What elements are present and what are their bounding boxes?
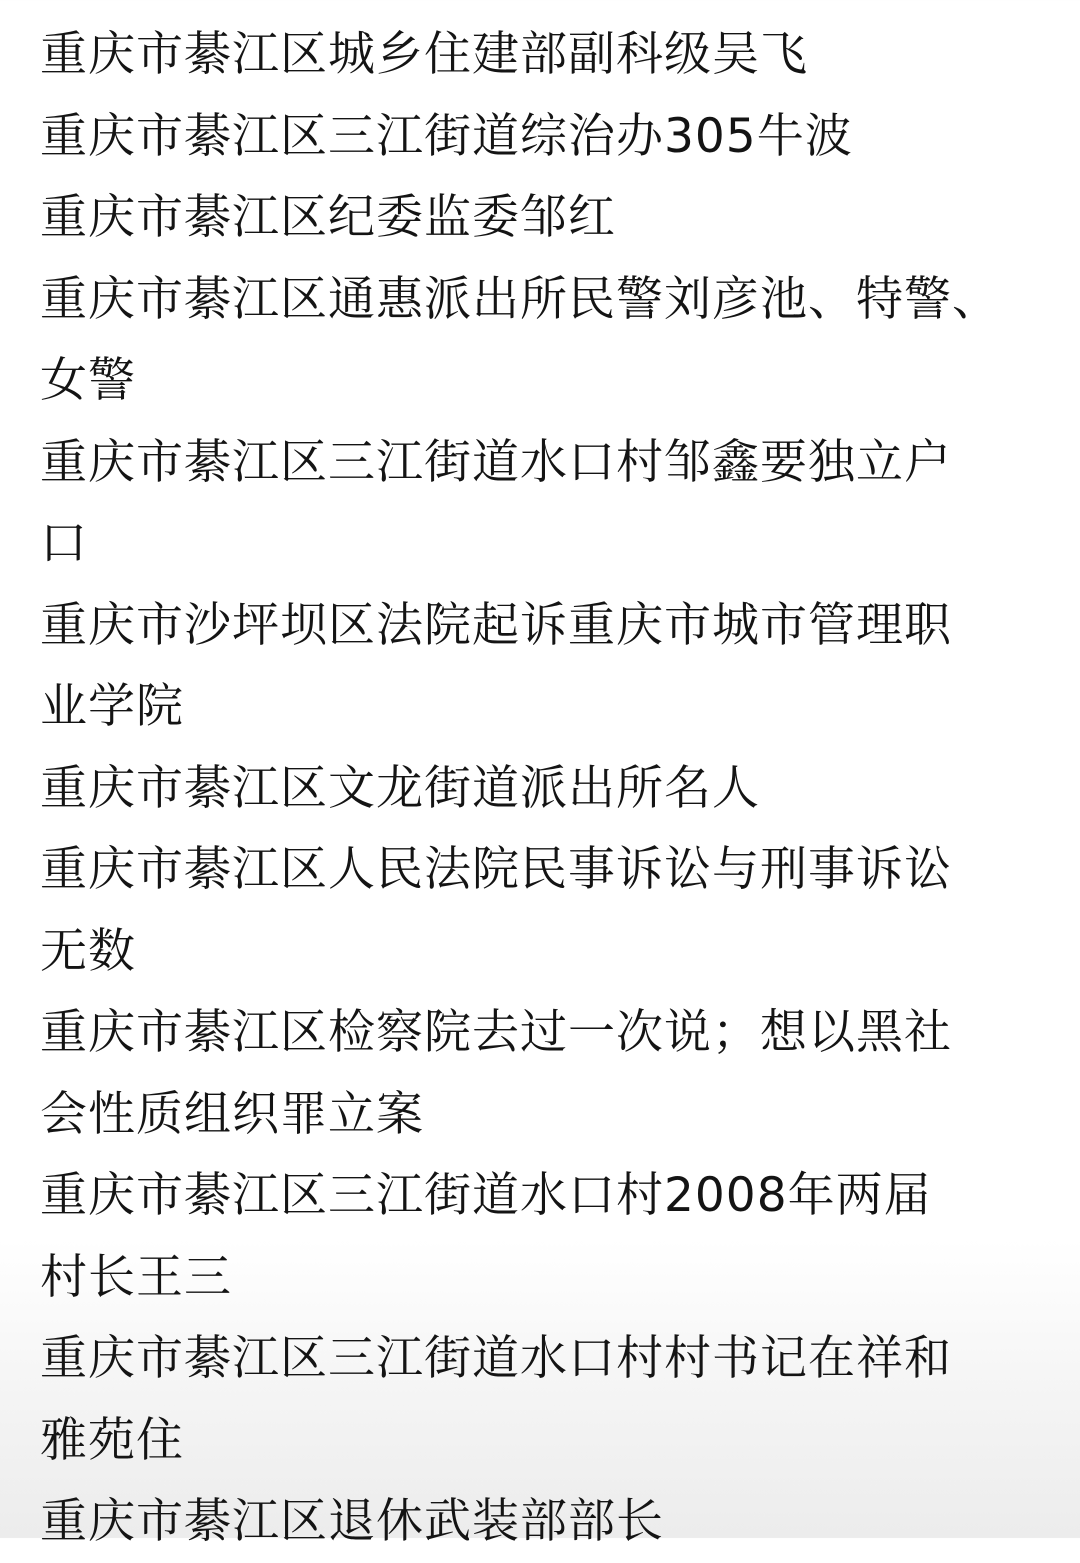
text-line: 重庆市綦江区三江街道综治办305牛波 <box>40 108 853 164</box>
text-line: 重庆市沙坪坝区法院起诉重庆市城市管理职 <box>40 597 952 653</box>
text-line: 口 <box>40 516 88 571</box>
text-line: 重庆市綦江区退休武装部部长 <box>40 1494 664 1549</box>
text-line: 雅苑住 <box>40 1412 184 1468</box>
text-line: 重庆市綦江区三江街道水口村2008年两届 <box>40 1168 932 1223</box>
text-line: 重庆市綦江区城乡住建部副科级吴飞 <box>40 27 808 82</box>
text-line: 重庆市綦江区三江街道水口村邹鑫要独立户 <box>40 434 952 490</box>
text-line: 重庆市綦江区文龙街道派出所名人 <box>40 760 760 816</box>
text-line: 无数 <box>40 923 136 979</box>
text-line: 重庆市綦江区通惠派出所民警刘彦池、特警、 <box>40 271 1000 327</box>
text-line: 女警 <box>40 353 136 408</box>
text-line: 重庆市綦江区纪委监委邹红 <box>40 190 616 245</box>
text-line: 会性质组织罪立案 <box>40 1086 424 1142</box>
text-line: 业学院 <box>40 679 184 734</box>
text-line: 重庆市綦江区三江街道水口村村书记在祥和 <box>40 1331 952 1386</box>
text-line: 重庆市綦江区人民法院民事诉讼与刑事诉讼 <box>40 842 952 897</box>
text-line: 重庆市綦江区检察院去过一次说；想以黑社 <box>40 1005 952 1060</box>
text-line: 村长王三 <box>40 1249 232 1305</box>
text-lines <box>40 14 1040 1563</box>
